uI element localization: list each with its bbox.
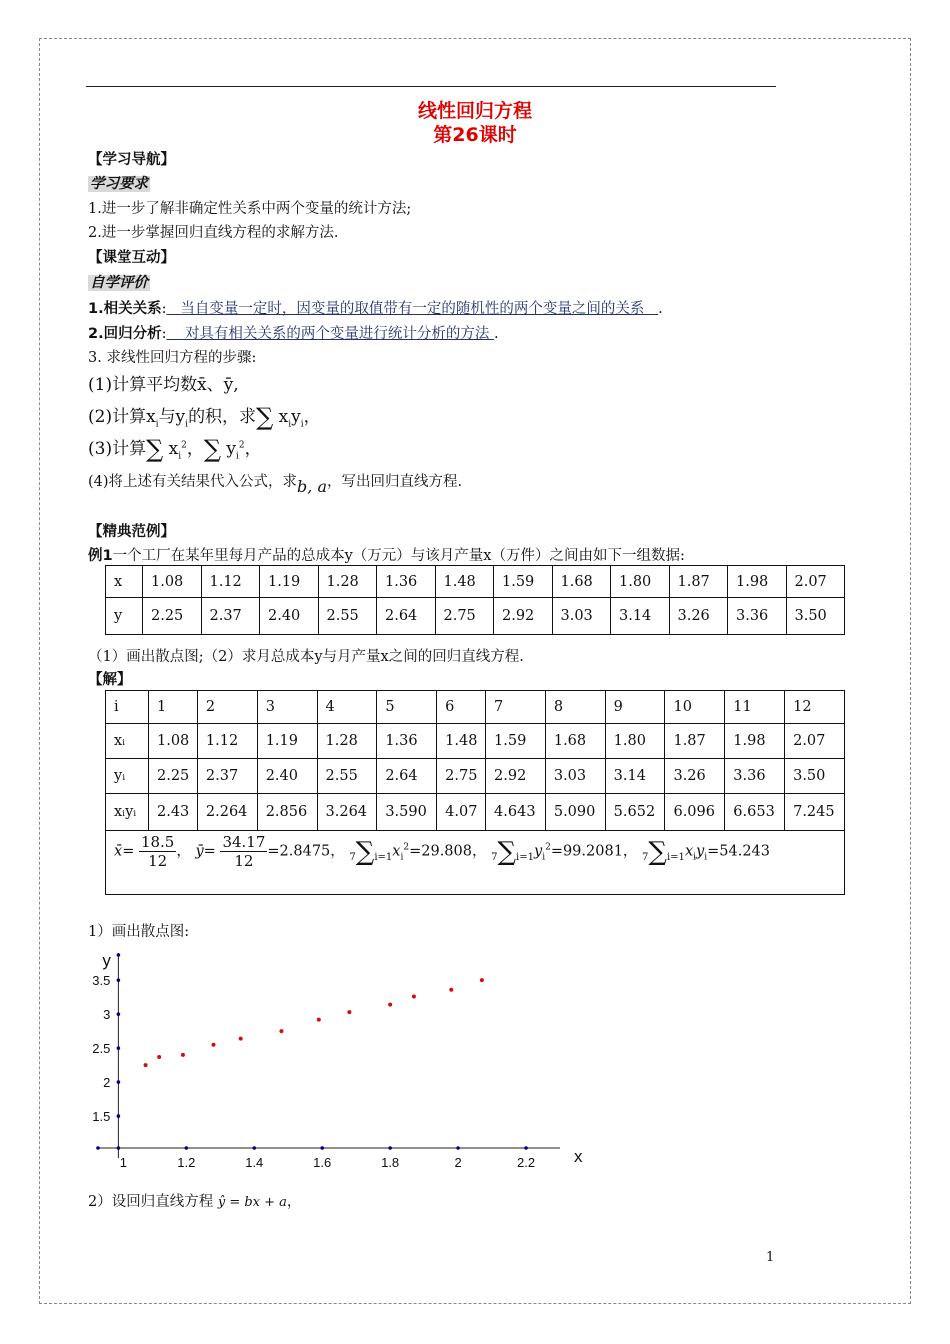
section-example: 【精典范例】 — [88, 524, 175, 540]
table-cell: 3.36 — [728, 598, 787, 635]
table-cell: 3.14 — [605, 759, 665, 794]
x-tick-dot — [388, 1146, 392, 1150]
step-2: (2)计算$x_i$与$y_i$的积，求∑ $x_iy_i$， — [88, 403, 321, 431]
table-cell: 1.80 — [611, 566, 670, 598]
table-cell: 1 — [149, 691, 198, 724]
item-2-text: 对具有相关关系的两个变量进行统计分析的方法 — [184, 326, 490, 342]
solution-table — [105, 690, 845, 831]
table-cell: 1.68 — [552, 566, 611, 598]
item-2: 2.回归分析: 对具有相关关系的两个变量进行统计分析的方法 . — [88, 326, 499, 342]
table-cell: 4.643 — [486, 794, 546, 831]
section-class: 【课堂互动】 — [88, 250, 175, 266]
table-row — [106, 724, 845, 759]
requirement-1: 1.进一步了解非确定性关系中两个变量的统计方法; — [88, 201, 412, 217]
table-cell: 2.25 — [143, 598, 202, 635]
header-rule — [86, 86, 776, 87]
row-header-cell: xᵢyᵢ — [106, 794, 149, 831]
table-cell: 4 — [317, 691, 377, 724]
table-cell: 3.50 — [785, 759, 845, 794]
table-cell: 1.28 — [317, 724, 377, 759]
y-tick-label: 3.5 — [92, 973, 111, 989]
table-cell: 2.37 — [197, 759, 257, 794]
sum-x2-sigma: 7∑i=1 — [349, 836, 393, 867]
xbar-symbol: x̄ — [114, 843, 123, 860]
table-cell: 5.652 — [605, 794, 665, 831]
table-cell: 2.37 — [201, 598, 260, 635]
table-cell: 3.14 — [611, 598, 670, 635]
x-tick-label: 1.2 — [177, 1155, 196, 1170]
solution-heading: 【解】 — [88, 672, 132, 688]
table-cell: 3.03 — [552, 598, 611, 635]
table-cell: 1.48 — [435, 566, 494, 598]
table-cell: 4.07 — [437, 794, 486, 831]
scatter-caption: 1）画出散点图: — [88, 924, 190, 940]
table-cell: 1.87 — [665, 724, 725, 759]
data-point — [181, 1053, 185, 1057]
table-cell: 5.090 — [545, 794, 605, 831]
x-tick-label: 2.2 — [516, 1155, 536, 1170]
x-tick-dot — [320, 1146, 324, 1150]
table-row — [106, 794, 845, 831]
sigma-symbol: ∑ — [256, 403, 274, 431]
table-cell: 2.856 — [257, 794, 317, 831]
table-cell: 2.75 — [435, 598, 494, 635]
table-cell: 1.36 — [377, 724, 437, 759]
table-cell: 1.87 — [669, 566, 728, 598]
table-cell: 1.08 — [149, 724, 198, 759]
sum-xy-sigma: 7∑i=1 — [642, 836, 685, 867]
x-tick-label: 1.4 — [245, 1155, 264, 1170]
table-cell: 8 — [545, 691, 605, 724]
table-cell: 2.92 — [486, 759, 546, 794]
y-tick-dot — [117, 978, 121, 982]
y-tick-label: 1.5 — [92, 1109, 111, 1125]
sigma-symbol: ∑ — [146, 435, 164, 463]
data-point — [480, 978, 484, 982]
y-tick-dot — [117, 1046, 121, 1050]
self-eval-heading: 自学评价 — [90, 275, 148, 291]
table-cell: 1.59 — [494, 566, 553, 598]
table-cell: 1.19 — [260, 566, 319, 598]
table-cell: 3.264 — [317, 794, 377, 831]
y-tick-label: 2.5 — [92, 1041, 111, 1057]
row-header-cell: i — [106, 691, 149, 724]
table-cell: 1.59 — [486, 724, 546, 759]
y-tick-dot — [117, 1114, 121, 1118]
data-point — [412, 994, 416, 998]
table-row — [106, 759, 845, 794]
table-cell: 2.55 — [317, 759, 377, 794]
data-point — [279, 1029, 283, 1033]
table-row — [106, 691, 845, 724]
example-1: 例1一个工厂在某年里每月产品的总成本y（万元）与该月产量x（万件）之间由如下一组数据: — [88, 548, 685, 564]
table-cell: 3.590 — [377, 794, 437, 831]
table-cell: 1.98 — [728, 566, 787, 598]
table-cell: 5 — [377, 691, 437, 724]
data-point — [239, 1037, 243, 1041]
step-4: (4)将上述有关结果代入公式，求b, a，写出回归直线方程. — [88, 474, 463, 496]
section-guide: 【学习导航】 — [88, 152, 175, 168]
table-cell: 1.12 — [201, 566, 260, 598]
data-point — [347, 1010, 351, 1014]
x-tick-label: 1 — [119, 1155, 127, 1170]
table-cell: 1.80 — [605, 724, 665, 759]
table-cell: 2.75 — [437, 759, 486, 794]
question: （1）画出散点图;（2）求月总成本y与月产量x之间的回归直线方程. — [88, 649, 524, 665]
page-number: 1 — [766, 1250, 775, 1265]
table-cell: 2.55 — [318, 598, 377, 635]
table-cell: 3.03 — [545, 759, 605, 794]
table-cell: 2.92 — [494, 598, 553, 635]
regression-formula: ŷ = bx + a — [217, 1195, 287, 1210]
page-title: 线性回归方程 — [417, 100, 532, 122]
row-header-cell: y — [106, 598, 143, 635]
xbar-fraction: $\frac{18.5}{12}$ — [140, 833, 175, 870]
table-cell: 9 — [605, 691, 665, 724]
table-cell: 3.36 — [725, 759, 785, 794]
sigma-symbol: ∑ — [203, 435, 221, 463]
table-cell: 1.19 — [257, 724, 317, 759]
scatter-chart — [90, 945, 600, 1180]
requirements-heading: 学习要求 — [90, 176, 148, 192]
table-cell: 1.68 — [545, 724, 605, 759]
table-cell: 1.08 — [143, 566, 202, 598]
page-subtitle: 第26课时 — [433, 124, 517, 146]
table-cell: 2.64 — [377, 759, 437, 794]
row-header-cell: x — [106, 566, 143, 598]
table-cell: 2.40 — [257, 759, 317, 794]
table-cell: 2.40 — [260, 598, 319, 635]
data-table — [105, 565, 845, 635]
data-point — [388, 1003, 392, 1007]
y-tick-dot — [117, 1080, 121, 1084]
table-cell: 1.98 — [725, 724, 785, 759]
item-3: 3. 求线性回归方程的步骤: — [88, 350, 257, 366]
table-row — [106, 566, 845, 598]
regression-caption: 2）设回归直线方程 ŷ = bx + a， — [88, 1194, 302, 1210]
row-header-cell: yᵢ — [106, 759, 149, 794]
table-cell: 1.48 — [437, 724, 486, 759]
y-tick-label: 3 — [103, 1007, 111, 1023]
sum-y2-sigma: 7∑i=1 — [491, 836, 534, 867]
y-tick-label: 2 — [103, 1075, 111, 1091]
x-tick-dot — [117, 1146, 121, 1150]
table-cell: 2.25 — [149, 759, 198, 794]
y-tick-dot — [117, 953, 121, 957]
ybar-fraction: $\frac{34.17}{12}$ — [222, 833, 266, 870]
table-cell: 2.264 — [197, 794, 257, 831]
item-1: 1.相关关系: 当自变量一定时，因变量的取值带有一定的随机性的两个变量之间的关系 . — [88, 301, 663, 317]
table-cell: 10 — [665, 691, 725, 724]
table-cell: 1.36 — [377, 566, 436, 598]
table-cell: 6.653 — [725, 794, 785, 831]
data-point — [317, 1018, 321, 1022]
y-tick-dot — [117, 1012, 121, 1016]
step-1: (1)计算平均数x̄、ȳ, — [88, 375, 239, 395]
table-cell: 2.07 — [786, 566, 845, 598]
x-tick-dot — [96, 1146, 100, 1150]
x-tick-label: 1.6 — [313, 1155, 332, 1170]
table-cell: 3.50 — [786, 598, 845, 635]
data-point — [144, 1063, 148, 1067]
data-point — [212, 1043, 216, 1047]
x-tick-label: 1.8 — [381, 1155, 400, 1170]
requirement-2: 2.进一步掌握回归直线方程的求解方法. — [88, 225, 339, 241]
table-cell: 12 — [785, 691, 845, 724]
table-cell: 2.64 — [377, 598, 436, 635]
x-tick-dot — [524, 1146, 528, 1150]
table-cell: 1.28 — [318, 566, 377, 598]
table-cell: 2.43 — [149, 794, 198, 831]
table-cell: 7 — [486, 691, 546, 724]
item-1-text: 当自变量一定时，因变量的取值带有一定的随机性的两个变量之间的关系 — [180, 301, 645, 317]
x-tick-dot — [185, 1146, 189, 1150]
data-point — [157, 1055, 161, 1059]
table-cell: 6 — [437, 691, 486, 724]
table-cell: 3.26 — [665, 759, 725, 794]
item-1-label: 1.相关关系 — [88, 301, 162, 317]
table-cell: 1.12 — [197, 724, 257, 759]
table-cell: 6.096 — [665, 794, 725, 831]
table-cell: 2 — [197, 691, 257, 724]
x-tick-label: 2 — [454, 1155, 462, 1170]
y-axis-label: y — [102, 951, 111, 970]
step-3: (3)计算∑ $x_i^2$，∑ $y_i^2$， — [88, 435, 262, 463]
item-2-label: 2.回归分析 — [88, 326, 162, 342]
x-tick-dot — [456, 1146, 460, 1150]
data-point — [449, 988, 453, 992]
table-row — [106, 598, 845, 635]
table-cell: 2.07 — [785, 724, 845, 759]
x-tick-dot — [252, 1146, 256, 1150]
row-header-cell: xᵢ — [106, 724, 149, 759]
table-cell: 3 — [257, 691, 317, 724]
ybar-symbol: ȳ — [195, 843, 204, 860]
x-axis-label: x — [574, 1147, 583, 1166]
table-cell: 7.245 — [785, 794, 845, 831]
table-cell: 3.26 — [669, 598, 728, 635]
summary-formulas: x̄= $\frac{18.5}{12}$ ， ȳ= $\frac{34.17}{12}$ =2.8475， $7\sum i=1x_i^2=29.808$， $7\sum i=1y_i^2=99.2081$， $7\sum i=1x_iy_i=54.243$ — [105, 827, 845, 895]
table-cell: 11 — [725, 691, 785, 724]
